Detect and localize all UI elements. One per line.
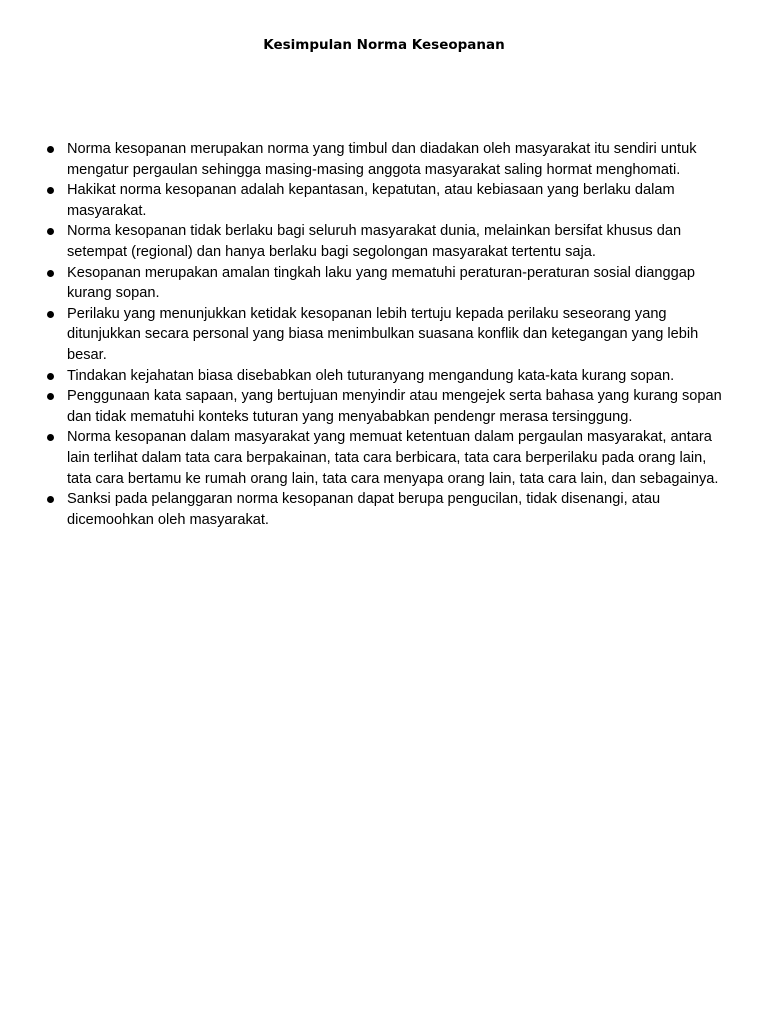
bullet-icon xyxy=(47,228,54,235)
list-item-text: Hakikat norma kesopanan adalah kepantasan, kepatutan, atau kebiasaan yang berlaku dalam masyarakat. xyxy=(67,182,675,219)
list-item-text: Perilaku yang menunjukkan ketidak kesopanan lebih tertuju kepada perilaku seseorang yang ditunjukkan secara personal yang biasa menimbulkan suasana konflik dan ketegangan yang lebih besar. xyxy=(67,305,699,363)
bullet-icon xyxy=(47,187,54,194)
list-item-text: Penggunaan kata sapaan, yang bertujuan menyindir atau mengejek serta bahasa yang kurang sopan dan tidak mematuhi konteks tuturan yang menyababkan pendengr merasa tersinggung. xyxy=(67,388,722,425)
list-item xyxy=(40,489,730,530)
list-item-text: Norma kesopanan merupakan norma yang timbul dan diadakan oleh masyarakat itu sendiri untuk mengatur pergaulan sehingga masing-masing anggota masyarakat saling hormat menghomati. xyxy=(67,141,697,178)
bullet-icon xyxy=(47,496,54,503)
bullet-icon xyxy=(47,311,54,318)
bullet-icon xyxy=(47,393,54,400)
bullet-icon xyxy=(47,270,54,277)
list-item xyxy=(40,180,730,221)
bullet-icon xyxy=(47,373,54,380)
list-item-text: Kesopanan merupakan amalan tingkah laku yang mematuhi peraturan-peraturan sosial dianggap kurang sopan. xyxy=(67,264,695,302)
list-item-text: Norma kesopanan dalam masyarakat yang memuat ketentuan dalam pergaulan masyarakat, antara lain terlihat dalam tata cara berpakainan, tata cara berbicara, tata cara berperilaku pada orang lain, tata cara bertamu ke rumah orang lain, tata cara menyapa orang lain, tata cara lain, dan sebagainya. xyxy=(67,429,719,487)
list-item-text: Sanksi pada pelanggaran norma kesopanan dapat berupa pengucilan, tidak disenangi, atau dicemoohkan oleh masyarakat. xyxy=(67,491,661,528)
list-item xyxy=(40,263,730,304)
bullet-icon xyxy=(47,146,54,153)
list-item-text: Tindakan kejahatan biasa disebabkan oleh tuturanyang mengandung kata-kata kurang sopan. xyxy=(67,367,675,384)
list-item xyxy=(40,366,730,387)
list-item xyxy=(40,221,730,262)
list-item xyxy=(40,304,730,366)
list-item-text: Norma kesopanan tidak berlaku bagi seluruh masyarakat dunia, melainkan bersifat khusus dan setempat (regional) dan hanya berlaku bagi segolongan masyarakat tertentu saja. xyxy=(67,223,682,260)
list-item xyxy=(40,386,730,427)
bullet-icon xyxy=(47,434,54,441)
list-item xyxy=(40,427,730,489)
bullet-list xyxy=(40,139,730,530)
page-title: Kesimpulan Norma Keseopanan xyxy=(263,37,505,53)
list-item xyxy=(40,139,730,180)
